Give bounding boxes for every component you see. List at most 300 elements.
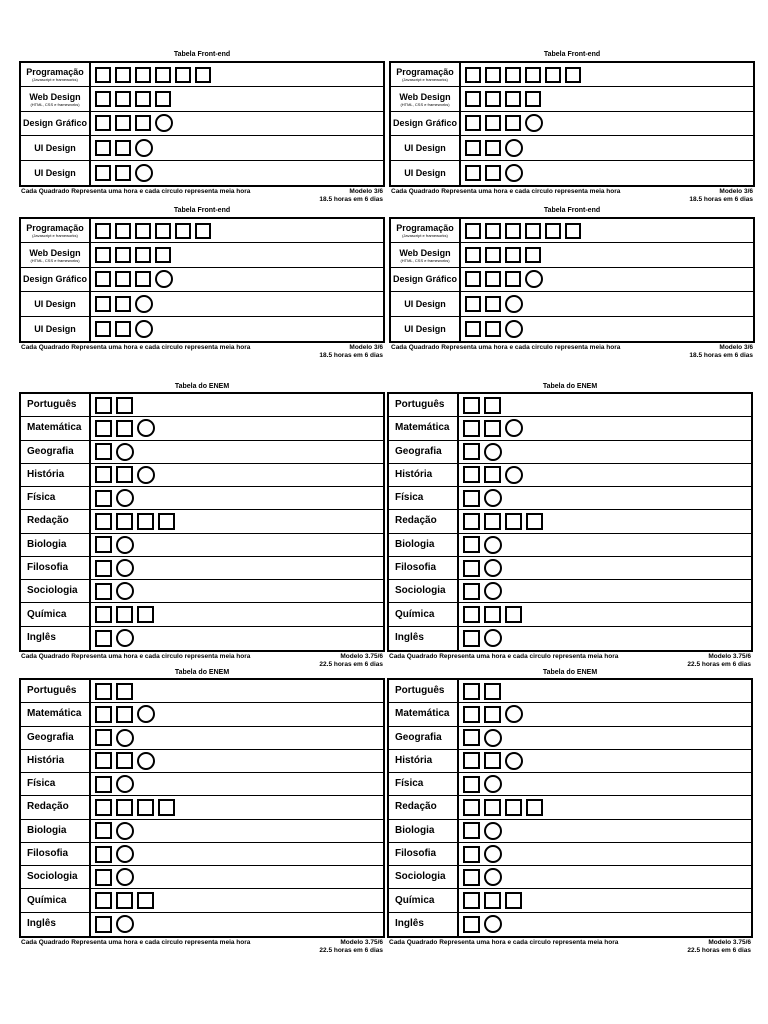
hour-square-checkbox[interactable] bbox=[95, 321, 111, 337]
subject-sublabel: (Javascript e frameworks) bbox=[402, 233, 448, 239]
hour-marks bbox=[463, 866, 502, 888]
hour-square-checkbox[interactable] bbox=[505, 892, 522, 909]
model-summary bbox=[689, 344, 753, 359]
hour-square-checkbox[interactable] bbox=[95, 583, 112, 600]
enem-table-card bbox=[387, 669, 753, 955]
subject-label: Filosofia bbox=[395, 848, 437, 860]
hour-square-checkbox[interactable] bbox=[484, 799, 501, 816]
hour-square-checkbox[interactable] bbox=[95, 443, 112, 460]
half-hour-circle-checkbox[interactable] bbox=[484, 868, 502, 886]
subject-label: Design Gráfico bbox=[392, 118, 457, 129]
hour-square-checkbox[interactable] bbox=[463, 397, 480, 414]
hour-square-checkbox[interactable] bbox=[463, 490, 480, 507]
hour-square-checkbox[interactable] bbox=[463, 630, 480, 647]
subject-label: Física bbox=[395, 778, 424, 790]
row-label-cell bbox=[21, 703, 91, 725]
half-hour-circle-checkbox[interactable] bbox=[484, 582, 502, 600]
hour-square-checkbox[interactable] bbox=[116, 466, 133, 483]
hour-square-checkbox[interactable] bbox=[505, 91, 521, 107]
table-row bbox=[21, 292, 383, 316]
half-hour-circle-checkbox[interactable] bbox=[505, 705, 523, 723]
hour-square-checkbox[interactable] bbox=[465, 165, 481, 181]
hour-square-checkbox[interactable] bbox=[95, 140, 111, 156]
hour-square-checkbox[interactable] bbox=[95, 752, 112, 769]
subject-label: UI Design bbox=[34, 298, 76, 309]
hour-marks bbox=[95, 487, 134, 509]
hour-square-checkbox[interactable] bbox=[95, 115, 111, 131]
row-label-cell bbox=[389, 913, 459, 936]
hour-square-checkbox[interactable] bbox=[465, 223, 481, 239]
hour-square-checkbox[interactable] bbox=[135, 115, 151, 131]
hour-square-checkbox[interactable] bbox=[505, 223, 521, 239]
half-hour-circle-checkbox[interactable] bbox=[116, 868, 134, 886]
subject-sublabel: (HTML, CSS e frameworks) bbox=[30, 101, 80, 107]
hour-square-checkbox[interactable] bbox=[463, 752, 480, 769]
table-row bbox=[389, 680, 751, 703]
row-label-cell bbox=[21, 487, 91, 509]
hour-marks bbox=[463, 487, 502, 509]
legend-note: Cada Quadrado Representa uma hora e cada circulo representa meia hora bbox=[391, 344, 621, 351]
subject-label: Inglês bbox=[395, 632, 424, 644]
hour-square-checkbox[interactable] bbox=[95, 846, 112, 863]
hour-marks bbox=[95, 866, 134, 888]
hour-square-checkbox[interactable] bbox=[525, 67, 541, 83]
hour-square-checkbox[interactable] bbox=[116, 892, 133, 909]
hour-square-checkbox[interactable] bbox=[95, 630, 112, 647]
hour-square-checkbox[interactable] bbox=[115, 247, 131, 263]
half-hour-circle-checkbox[interactable] bbox=[116, 582, 134, 600]
hour-square-checkbox[interactable] bbox=[95, 67, 111, 83]
frontend-grid bbox=[19, 217, 385, 343]
table-row bbox=[21, 441, 383, 464]
hour-square-checkbox[interactable] bbox=[463, 892, 480, 909]
hour-square-checkbox[interactable] bbox=[95, 892, 112, 909]
subject-label: Filosofia bbox=[27, 562, 69, 574]
hour-square-checkbox[interactable] bbox=[95, 397, 112, 414]
hour-square-checkbox[interactable] bbox=[95, 223, 111, 239]
hour-square-checkbox[interactable] bbox=[95, 420, 112, 437]
hour-square-checkbox[interactable] bbox=[95, 683, 112, 700]
hour-marks bbox=[465, 161, 523, 185]
half-hour-circle-checkbox[interactable] bbox=[116, 729, 134, 747]
hours-total: 22.5 horas em 6 dias bbox=[319, 946, 383, 954]
hour-square-checkbox[interactable] bbox=[526, 799, 543, 816]
half-hour-circle-checkbox[interactable] bbox=[484, 775, 502, 793]
row-label-cell bbox=[389, 866, 459, 888]
hour-square-checkbox[interactable] bbox=[135, 67, 151, 83]
table-row bbox=[389, 796, 751, 819]
hours-total: 18.5 horas em 6 dias bbox=[319, 351, 383, 359]
hour-square-checkbox[interactable] bbox=[95, 729, 112, 746]
hour-square-checkbox[interactable] bbox=[155, 91, 171, 107]
row-label-cell bbox=[389, 417, 459, 439]
frontend-table-card bbox=[19, 207, 385, 363]
hour-square-checkbox[interactable] bbox=[116, 799, 133, 816]
row-label-cell bbox=[389, 580, 459, 602]
row-label-cell bbox=[389, 394, 459, 416]
hour-square-checkbox[interactable] bbox=[505, 115, 521, 131]
hour-square-checkbox[interactable] bbox=[463, 776, 480, 793]
hour-square-checkbox[interactable] bbox=[465, 321, 481, 337]
hour-square-checkbox[interactable] bbox=[95, 247, 111, 263]
hour-marks bbox=[463, 603, 522, 625]
hour-square-checkbox[interactable] bbox=[95, 271, 111, 287]
half-hour-circle-checkbox[interactable] bbox=[155, 114, 173, 132]
hour-square-checkbox[interactable] bbox=[525, 247, 541, 263]
half-hour-circle-checkbox[interactable] bbox=[116, 822, 134, 840]
subject-label: Física bbox=[27, 492, 56, 504]
table-row bbox=[389, 534, 751, 557]
half-hour-circle-checkbox[interactable] bbox=[525, 270, 543, 288]
half-hour-circle-checkbox[interactable] bbox=[484, 729, 502, 747]
subject-label: Geografia bbox=[395, 445, 442, 457]
half-hour-circle-checkbox[interactable] bbox=[484, 489, 502, 507]
half-hour-circle-checkbox[interactable] bbox=[484, 845, 502, 863]
hour-square-checkbox[interactable] bbox=[545, 223, 561, 239]
hour-square-checkbox[interactable] bbox=[525, 223, 541, 239]
hour-square-checkbox[interactable] bbox=[505, 606, 522, 623]
hour-square-checkbox[interactable] bbox=[115, 271, 131, 287]
hour-square-checkbox[interactable] bbox=[485, 223, 501, 239]
hour-square-checkbox[interactable] bbox=[463, 799, 480, 816]
half-hour-circle-checkbox[interactable] bbox=[484, 559, 502, 577]
model-summary bbox=[319, 344, 383, 359]
hour-square-checkbox[interactable] bbox=[526, 513, 543, 530]
hour-square-checkbox[interactable] bbox=[116, 706, 133, 723]
table-row bbox=[391, 268, 753, 292]
hour-square-checkbox[interactable] bbox=[463, 466, 480, 483]
model-label: Modelo 3.75/6 bbox=[340, 939, 383, 946]
hour-square-checkbox[interactable] bbox=[463, 420, 480, 437]
hour-square-checkbox[interactable] bbox=[484, 420, 501, 437]
frontend-grid bbox=[389, 217, 755, 343]
model-summary bbox=[687, 653, 751, 668]
row-label-cell bbox=[391, 87, 461, 110]
hour-square-checkbox[interactable] bbox=[175, 67, 191, 83]
half-hour-circle-checkbox[interactable] bbox=[135, 139, 153, 157]
hour-square-checkbox[interactable] bbox=[463, 869, 480, 886]
half-hour-circle-checkbox[interactable] bbox=[137, 466, 155, 484]
row-label-cell bbox=[391, 317, 461, 341]
hour-marks bbox=[465, 292, 523, 315]
hour-square-checkbox[interactable] bbox=[484, 706, 501, 723]
table-row bbox=[21, 534, 383, 557]
hour-square-checkbox[interactable] bbox=[95, 916, 112, 933]
row-label-cell bbox=[21, 843, 91, 865]
hour-square-checkbox[interactable] bbox=[463, 560, 480, 577]
half-hour-circle-checkbox[interactable] bbox=[116, 915, 134, 933]
hour-square-checkbox[interactable] bbox=[465, 91, 481, 107]
hour-square-checkbox[interactable] bbox=[95, 536, 112, 553]
subject-label: UI Design bbox=[404, 142, 446, 153]
half-hour-circle-checkbox[interactable] bbox=[116, 845, 134, 863]
hour-square-checkbox[interactable] bbox=[484, 683, 501, 700]
hour-square-checkbox[interactable] bbox=[95, 606, 112, 623]
hour-square-checkbox[interactable] bbox=[115, 67, 131, 83]
hour-square-checkbox[interactable] bbox=[465, 115, 481, 131]
subject-label: Biologia bbox=[395, 824, 435, 836]
hour-square-checkbox[interactable] bbox=[463, 536, 480, 553]
half-hour-circle-checkbox[interactable] bbox=[155, 270, 173, 288]
hour-square-checkbox[interactable] bbox=[116, 752, 133, 769]
hour-square-checkbox[interactable] bbox=[505, 513, 522, 530]
row-label-cell bbox=[21, 889, 91, 911]
hour-marks bbox=[95, 796, 175, 818]
subject-label: Programação bbox=[396, 223, 454, 234]
hours-total: 22.5 horas em 6 dias bbox=[687, 946, 751, 954]
hour-square-checkbox[interactable] bbox=[95, 513, 112, 530]
hour-square-checkbox[interactable] bbox=[485, 115, 501, 131]
hour-square-checkbox[interactable] bbox=[465, 140, 481, 156]
half-hour-circle-checkbox[interactable] bbox=[505, 164, 523, 182]
hour-square-checkbox[interactable] bbox=[463, 513, 480, 530]
table-title: Tabela do ENEM bbox=[542, 669, 598, 676]
hour-square-checkbox[interactable] bbox=[484, 466, 501, 483]
hour-square-checkbox[interactable] bbox=[195, 67, 211, 83]
row-label-cell bbox=[21, 268, 91, 291]
hour-square-checkbox[interactable] bbox=[116, 513, 133, 530]
hour-square-checkbox[interactable] bbox=[95, 490, 112, 507]
half-hour-circle-checkbox[interactable] bbox=[135, 320, 153, 338]
half-hour-circle-checkbox[interactable] bbox=[137, 752, 155, 770]
subject-label: Física bbox=[27, 778, 56, 790]
half-hour-circle-checkbox[interactable] bbox=[484, 915, 502, 933]
hour-square-checkbox[interactable] bbox=[95, 822, 112, 839]
half-hour-circle-checkbox[interactable] bbox=[525, 114, 543, 132]
hour-square-checkbox[interactable] bbox=[115, 165, 131, 181]
half-hour-circle-checkbox[interactable] bbox=[484, 822, 502, 840]
hour-square-checkbox[interactable] bbox=[155, 247, 171, 263]
hour-square-checkbox[interactable] bbox=[116, 420, 133, 437]
hour-square-checkbox[interactable] bbox=[505, 67, 521, 83]
subject-label: Sociologia bbox=[395, 871, 446, 883]
subject-label: Biologia bbox=[27, 824, 67, 836]
model-label: Modelo 3/6 bbox=[719, 344, 753, 351]
model-summary bbox=[689, 188, 753, 203]
hour-marks bbox=[463, 417, 523, 439]
half-hour-circle-checkbox[interactable] bbox=[116, 629, 134, 647]
hour-square-checkbox[interactable] bbox=[484, 397, 501, 414]
hour-marks bbox=[95, 603, 154, 625]
hour-square-checkbox[interactable] bbox=[465, 296, 481, 312]
half-hour-circle-checkbox[interactable] bbox=[116, 536, 134, 554]
subject-label: Filosofia bbox=[27, 848, 69, 860]
half-hour-circle-checkbox[interactable] bbox=[484, 443, 502, 461]
hour-square-checkbox[interactable] bbox=[485, 247, 501, 263]
hour-square-checkbox[interactable] bbox=[485, 165, 501, 181]
hour-marks bbox=[95, 87, 171, 110]
hour-square-checkbox[interactable] bbox=[485, 140, 501, 156]
table-title: Tabela Front-end bbox=[173, 207, 231, 214]
hour-square-checkbox[interactable] bbox=[485, 296, 501, 312]
hour-square-checkbox[interactable] bbox=[465, 247, 481, 263]
hours-total: 22.5 horas em 6 dias bbox=[319, 660, 383, 668]
legend-note: Cada Quadrado Representa uma hora e cada circulo representa meia hora bbox=[21, 344, 251, 351]
half-hour-circle-checkbox[interactable] bbox=[137, 705, 155, 723]
hour-square-checkbox[interactable] bbox=[135, 271, 151, 287]
hour-square-checkbox[interactable] bbox=[505, 271, 521, 287]
hour-square-checkbox[interactable] bbox=[115, 296, 131, 312]
half-hour-circle-checkbox[interactable] bbox=[116, 489, 134, 507]
hour-square-checkbox[interactable] bbox=[175, 223, 191, 239]
hour-square-checkbox[interactable] bbox=[463, 683, 480, 700]
hour-square-checkbox[interactable] bbox=[115, 140, 131, 156]
hour-square-checkbox[interactable] bbox=[485, 67, 501, 83]
hour-square-checkbox[interactable] bbox=[115, 321, 131, 337]
half-hour-circle-checkbox[interactable] bbox=[137, 419, 155, 437]
hour-square-checkbox[interactable] bbox=[135, 223, 151, 239]
hour-square-checkbox[interactable] bbox=[463, 822, 480, 839]
half-hour-circle-checkbox[interactable] bbox=[505, 295, 523, 313]
half-hour-circle-checkbox[interactable] bbox=[505, 320, 523, 338]
row-label-cell bbox=[389, 843, 459, 865]
half-hour-circle-checkbox[interactable] bbox=[116, 775, 134, 793]
subject-label: Matemática bbox=[395, 708, 450, 720]
half-hour-circle-checkbox[interactable] bbox=[505, 752, 523, 770]
row-label-cell bbox=[389, 727, 459, 749]
half-hour-circle-checkbox[interactable] bbox=[116, 559, 134, 577]
hour-square-checkbox[interactable] bbox=[116, 683, 133, 700]
hour-square-checkbox[interactable] bbox=[485, 271, 501, 287]
hour-square-checkbox[interactable] bbox=[137, 799, 154, 816]
subject-label: História bbox=[395, 754, 433, 766]
hour-square-checkbox[interactable] bbox=[484, 752, 501, 769]
enem-grid bbox=[387, 678, 753, 938]
hour-square-checkbox[interactable] bbox=[116, 397, 133, 414]
table-row bbox=[389, 773, 751, 796]
hour-square-checkbox[interactable] bbox=[465, 67, 481, 83]
subject-label: Sociologia bbox=[27, 871, 78, 883]
hour-marks bbox=[463, 913, 502, 936]
hour-marks bbox=[463, 727, 502, 749]
hour-marks bbox=[463, 889, 522, 911]
half-hour-circle-checkbox[interactable] bbox=[484, 629, 502, 647]
table-row bbox=[389, 820, 751, 843]
row-label-cell bbox=[391, 161, 461, 185]
half-hour-circle-checkbox[interactable] bbox=[135, 164, 153, 182]
subject-sublabel: (Javascript e frameworks) bbox=[402, 77, 448, 83]
hour-square-checkbox[interactable] bbox=[484, 892, 501, 909]
hour-square-checkbox[interactable] bbox=[115, 115, 131, 131]
hour-marks bbox=[463, 843, 502, 865]
table-row bbox=[21, 703, 383, 726]
hour-square-checkbox[interactable] bbox=[463, 916, 480, 933]
hour-square-checkbox[interactable] bbox=[485, 91, 501, 107]
hour-square-checkbox[interactable] bbox=[505, 799, 522, 816]
hours-total: 22.5 horas em 6 dias bbox=[687, 660, 751, 668]
hour-square-checkbox[interactable] bbox=[158, 799, 175, 816]
hour-square-checkbox[interactable] bbox=[95, 776, 112, 793]
row-label-cell bbox=[21, 510, 91, 532]
hour-square-checkbox[interactable] bbox=[95, 706, 112, 723]
half-hour-circle-checkbox[interactable] bbox=[505, 419, 523, 437]
row-label-cell bbox=[391, 63, 461, 86]
hour-square-checkbox[interactable] bbox=[95, 869, 112, 886]
hour-square-checkbox[interactable] bbox=[135, 91, 151, 107]
hour-square-checkbox[interactable] bbox=[463, 583, 480, 600]
half-hour-circle-checkbox[interactable] bbox=[116, 443, 134, 461]
subject-sublabel: (HTML, CSS e frameworks) bbox=[400, 101, 450, 107]
hour-square-checkbox[interactable] bbox=[155, 223, 171, 239]
hour-square-checkbox[interactable] bbox=[565, 223, 581, 239]
hour-square-checkbox[interactable] bbox=[505, 247, 521, 263]
table-row bbox=[389, 557, 751, 580]
hour-square-checkbox[interactable] bbox=[545, 67, 561, 83]
hours-total: 18.5 horas em 6 dias bbox=[689, 351, 753, 359]
hour-square-checkbox[interactable] bbox=[95, 296, 111, 312]
half-hour-circle-checkbox[interactable] bbox=[135, 295, 153, 313]
subject-label: Design Gráfico bbox=[22, 274, 87, 285]
hour-square-checkbox[interactable] bbox=[463, 846, 480, 863]
hour-square-checkbox[interactable] bbox=[158, 513, 175, 530]
table-row bbox=[391, 87, 753, 111]
hour-square-checkbox[interactable] bbox=[116, 606, 133, 623]
hour-square-checkbox[interactable] bbox=[463, 729, 480, 746]
subject-label: Sociologia bbox=[395, 585, 446, 597]
table-row bbox=[21, 796, 383, 819]
hour-square-checkbox[interactable] bbox=[115, 223, 131, 239]
subject-label: UI Design bbox=[34, 142, 76, 153]
table-row bbox=[21, 680, 383, 703]
subject-label: Química bbox=[395, 608, 435, 620]
hour-square-checkbox[interactable] bbox=[95, 466, 112, 483]
hour-square-checkbox[interactable] bbox=[463, 443, 480, 460]
hour-square-checkbox[interactable] bbox=[137, 513, 154, 530]
model-label: Modelo 3/6 bbox=[349, 344, 383, 351]
hour-square-checkbox[interactable] bbox=[465, 271, 481, 287]
table-title: Tabela do ENEM bbox=[542, 383, 598, 390]
hour-marks bbox=[95, 843, 134, 865]
subject-label: Biologia bbox=[395, 538, 435, 550]
row-label-cell bbox=[389, 464, 459, 486]
hour-marks bbox=[463, 773, 502, 795]
hour-square-checkbox[interactable] bbox=[155, 67, 171, 83]
hour-square-checkbox[interactable] bbox=[137, 892, 154, 909]
hour-square-checkbox[interactable] bbox=[95, 91, 111, 107]
table-row bbox=[21, 487, 383, 510]
hour-square-checkbox[interactable] bbox=[135, 247, 151, 263]
subject-label: Geografia bbox=[27, 445, 74, 457]
hour-marks bbox=[465, 136, 523, 159]
hour-square-checkbox[interactable] bbox=[484, 513, 501, 530]
subject-label: Inglês bbox=[27, 918, 56, 930]
hour-square-checkbox[interactable] bbox=[115, 91, 131, 107]
hour-square-checkbox[interactable] bbox=[463, 606, 480, 623]
hour-marks bbox=[465, 63, 581, 86]
half-hour-circle-checkbox[interactable] bbox=[484, 536, 502, 554]
hour-square-checkbox[interactable] bbox=[485, 321, 501, 337]
hour-square-checkbox[interactable] bbox=[195, 223, 211, 239]
half-hour-circle-checkbox[interactable] bbox=[505, 466, 523, 484]
hour-marks bbox=[463, 680, 501, 702]
subject-label: Redação bbox=[395, 515, 437, 527]
half-hour-circle-checkbox[interactable] bbox=[505, 139, 523, 157]
row-label-cell bbox=[391, 243, 461, 266]
row-label-cell bbox=[389, 557, 459, 579]
model-label: Modelo 3/6 bbox=[349, 188, 383, 195]
hour-square-checkbox[interactable] bbox=[565, 67, 581, 83]
hour-square-checkbox[interactable] bbox=[95, 560, 112, 577]
table-row bbox=[21, 219, 383, 243]
hour-square-checkbox[interactable] bbox=[137, 606, 154, 623]
hour-square-checkbox[interactable] bbox=[484, 606, 501, 623]
hour-square-checkbox[interactable] bbox=[463, 706, 480, 723]
hour-square-checkbox[interactable] bbox=[525, 91, 541, 107]
table-title: Tabela Front-end bbox=[543, 207, 601, 214]
hour-square-checkbox[interactable] bbox=[95, 799, 112, 816]
hour-square-checkbox[interactable] bbox=[95, 165, 111, 181]
hour-marks bbox=[95, 750, 155, 772]
